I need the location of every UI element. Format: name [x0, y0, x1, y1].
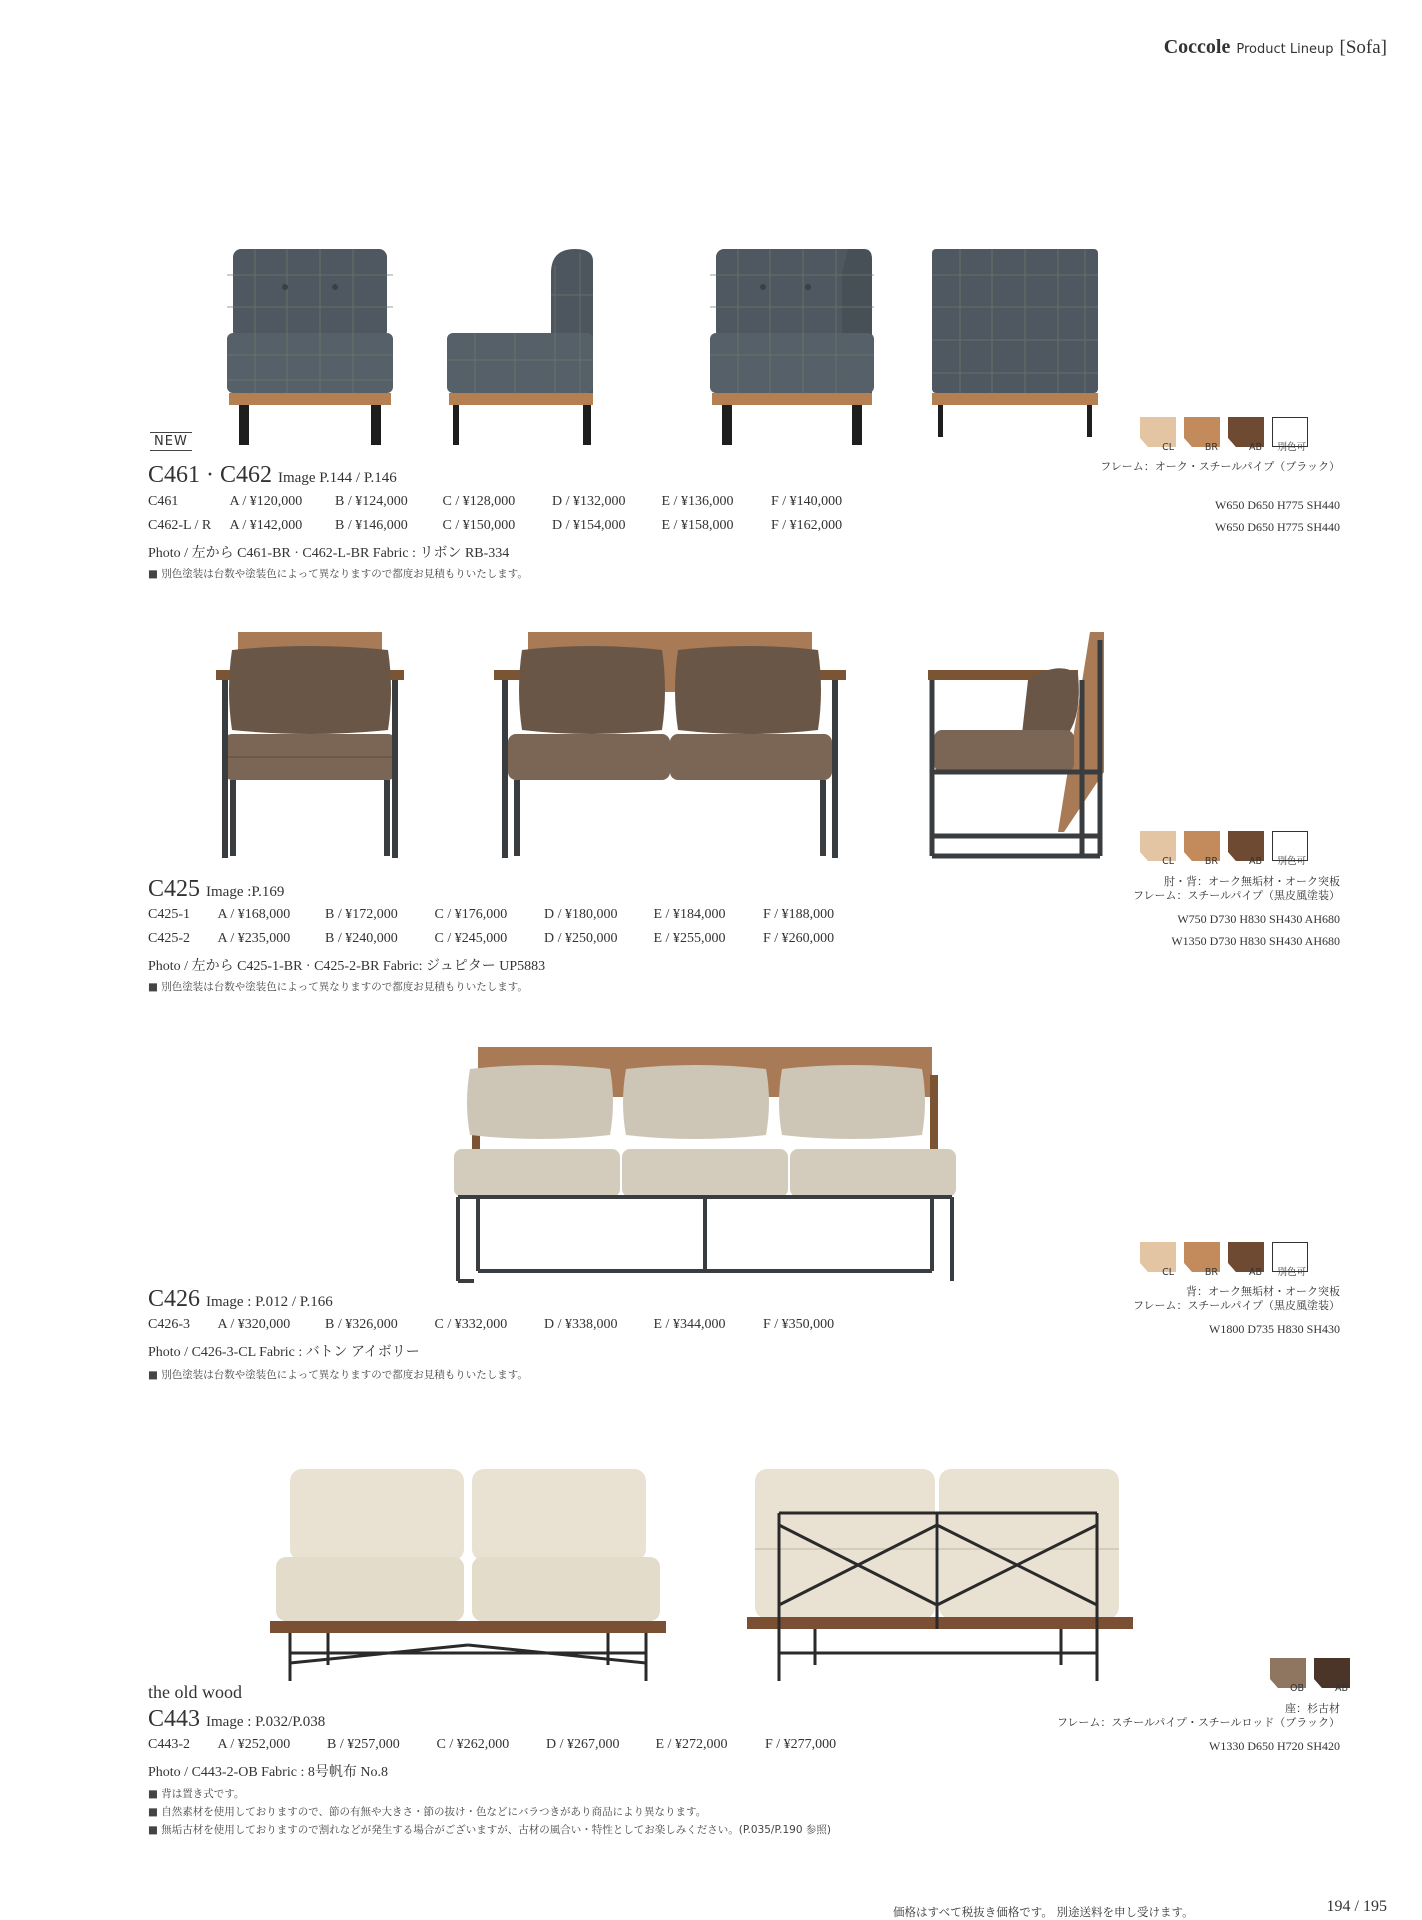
- c462-side-photo: [445, 245, 615, 450]
- spec: [1057, 1702, 1340, 1730]
- brand-name: Coccole: [1163, 36, 1231, 58]
- spec-line: 肘・背：オーク無垢材・オーク突板: [1164, 875, 1340, 888]
- price-f: F / ¥260,000: [763, 931, 835, 946]
- note: ■ 別色塗装は台数や塗装色によって異なりますので都度お見積もりいたします。: [148, 981, 528, 993]
- price-a: A / ¥320,000: [217, 1317, 291, 1332]
- price-model: C426-3: [148, 1317, 190, 1332]
- note: ■ 自然素材を使用しておりますので、節の有無や大きさ・節の抜け・色などにバラつきがあり商品により異なります。: [148, 1806, 707, 1818]
- swatch-br: [1184, 417, 1220, 453]
- price-a: A / ¥235,000: [217, 931, 291, 946]
- swatch-label: CL: [1162, 1267, 1174, 1278]
- product-name: [148, 876, 284, 903]
- spec-line: フレーム：スチールパイプ（黒皮風塗装）: [1132, 889, 1340, 902]
- photo-caption: Photo / C426-3-CL Fabric : バトン アイボリー: [148, 1345, 420, 1360]
- swatch-ab: [1228, 417, 1264, 453]
- swatch-label: OB: [1290, 1683, 1304, 1694]
- image-ref: Image : P.032/P.038: [206, 1714, 326, 1730]
- product-model: C426: [148, 1286, 201, 1312]
- color-swatches: [1140, 831, 1308, 867]
- spec-line: 座：杉古材: [1285, 1702, 1340, 1715]
- price-a: A / ¥120,000: [229, 494, 303, 509]
- c443-2-front-photo: [268, 1465, 668, 1685]
- product-model: C461 · C462: [148, 462, 273, 488]
- image-ref: Image P.144 / P.146: [278, 470, 397, 486]
- price-e: E / ¥344,000: [653, 1317, 726, 1332]
- spec: [1100, 460, 1340, 474]
- footer-note: 価格はすべて税抜き価格です。 別途送料を申し受けます。: [893, 1905, 1194, 1919]
- swatch-br: [1184, 1242, 1220, 1278]
- price-d: D / ¥132,000: [552, 494, 626, 509]
- swatch-label: AB: [1248, 1267, 1262, 1278]
- price-b: B / ¥240,000: [325, 931, 398, 946]
- product-name: [148, 462, 397, 489]
- price-a: A / ¥252,000: [217, 1737, 291, 1752]
- price-line: [148, 931, 834, 947]
- price-b: B / ¥257,000: [327, 1737, 400, 1752]
- dim-line: W1350 D730 H830 SH430 AH680: [1171, 934, 1340, 948]
- swatch-label: BR: [1204, 442, 1218, 453]
- header-subtitle: Product Lineup: [1236, 42, 1334, 57]
- swatch-custom: [1272, 417, 1308, 453]
- spec-line: フレーム：スチールパイプ・スチールロッド（ブラック）: [1056, 1716, 1340, 1729]
- price-line: [148, 494, 842, 510]
- c425-1-photo: [210, 630, 410, 860]
- price-d: D / ¥250,000: [544, 931, 618, 946]
- price-e: E / ¥158,000: [661, 518, 734, 533]
- note: ■ 背は置き式です。: [148, 1788, 245, 1800]
- swatch-br: [1184, 831, 1220, 867]
- c462-back-photo: [930, 245, 1100, 450]
- spec-line: 背：オーク無垢材・オーク突板: [1186, 1285, 1340, 1298]
- price-d: D / ¥180,000: [544, 907, 618, 922]
- price-e: E / ¥136,000: [661, 494, 734, 509]
- price-model: C462-L / R: [148, 518, 212, 533]
- note: ■ 無垢古材を使用しておりますので割れなどが発生する場合がございますが、古材の風合い・特性としてお楽しみください。(P.035/P.190 参照): [148, 1824, 831, 1836]
- dimensions: [1209, 1735, 1340, 1757]
- price-b: B / ¥146,000: [335, 518, 408, 533]
- price-b: B / ¥172,000: [325, 907, 398, 922]
- swatch-label: BR: [1204, 1267, 1218, 1278]
- page-header: [1164, 36, 1387, 59]
- c461-front-photo: [225, 245, 395, 450]
- photo-caption: Photo / 左から C461-BR · C462-L-BR Fabric : リボン RB-334: [148, 546, 510, 561]
- price-a: A / ¥168,000: [217, 907, 291, 922]
- price-line: [148, 518, 842, 534]
- price-b: B / ¥326,000: [325, 1317, 398, 1332]
- price-b: B / ¥124,000: [335, 494, 408, 509]
- price-d: D / ¥267,000: [546, 1737, 620, 1752]
- c426-3-photo: [450, 1045, 960, 1285]
- swatch-label: BR: [1204, 856, 1218, 867]
- product-name: [148, 1286, 333, 1313]
- price-c: C / ¥150,000: [442, 518, 516, 533]
- spec: [1133, 1285, 1340, 1313]
- spec-line: フレーム：オーク・スチールパイプ（ブラック）: [1100, 460, 1340, 473]
- price-line: [148, 1737, 836, 1753]
- price-model: C461: [148, 494, 179, 509]
- price-e: E / ¥184,000: [653, 907, 726, 922]
- swatch-custom: [1272, 831, 1308, 867]
- header-category: [Sofa]: [1339, 37, 1387, 58]
- price-c: C / ¥245,000: [434, 931, 508, 946]
- dimensions: [1171, 908, 1340, 952]
- price-model: C425-1: [148, 907, 190, 922]
- price-model: C443-2: [148, 1737, 190, 1752]
- color-swatches: [1270, 1658, 1350, 1694]
- new-badge: NEW: [150, 432, 192, 451]
- image-ref: Image : P.012 / P.166: [206, 1294, 333, 1310]
- swatch-cl: [1140, 831, 1176, 867]
- dimensions: [1215, 494, 1340, 538]
- price-model: C425-2: [148, 931, 190, 946]
- c462-front-photo: [708, 245, 878, 450]
- dim-line: W1800 D735 H830 SH430: [1209, 1322, 1340, 1336]
- price-f: F / ¥350,000: [763, 1317, 835, 1332]
- price-c: C / ¥332,000: [434, 1317, 508, 1332]
- price-f: F / ¥162,000: [771, 518, 843, 533]
- swatch-cl: [1140, 417, 1176, 453]
- photo-caption: Photo / C443-2-OB Fabric : 8号帆布 No.8: [148, 1765, 388, 1780]
- swatch-ab: [1314, 1658, 1350, 1694]
- c425-side-photo: [920, 630, 1120, 860]
- dimensions: [1209, 1318, 1340, 1340]
- price-f: F / ¥277,000: [765, 1737, 837, 1752]
- product-model: C443: [148, 1706, 201, 1732]
- swatch-label: CL: [1162, 856, 1174, 867]
- spec-line: フレーム：スチールパイプ（黒皮風塗装）: [1132, 1299, 1340, 1312]
- price-line: [148, 1317, 834, 1333]
- image-ref: Image :P.169: [206, 884, 285, 900]
- price-c: C / ¥128,000: [442, 494, 516, 509]
- swatch-cl: [1140, 1242, 1176, 1278]
- product-name: [148, 1706, 325, 1733]
- price-c: C / ¥262,000: [436, 1737, 510, 1752]
- swatch-label: 別色可: [1277, 442, 1306, 453]
- price-f: F / ¥188,000: [763, 907, 835, 922]
- price-e: E / ¥255,000: [653, 931, 726, 946]
- color-swatches: [1140, 1242, 1308, 1278]
- swatch-custom: [1272, 1242, 1308, 1278]
- note: ■ 別色塗装は台数や塗装色によって異なりますので都度お見積もりいたします。: [148, 568, 528, 580]
- swatch-label: 別色可: [1277, 1267, 1306, 1278]
- product-model: C425: [148, 876, 201, 902]
- price-d: D / ¥338,000: [544, 1317, 618, 1332]
- dim-line: W750 D730 H830 SH430 AH680: [1177, 912, 1340, 926]
- price-d: D / ¥154,000: [552, 518, 626, 533]
- swatch-ab: [1228, 1242, 1264, 1278]
- dim-line: W650 D650 H775 SH440: [1215, 498, 1340, 512]
- price-e: E / ¥272,000: [655, 1737, 728, 1752]
- color-swatches: [1140, 417, 1308, 453]
- dim-line: W650 D650 H775 SH440: [1215, 520, 1340, 534]
- swatch-label: AB: [1248, 442, 1262, 453]
- photo-caption: Photo / 左から C425-1-BR · C425-2-BR Fabric: ジュピター UP5883: [148, 959, 546, 974]
- price-c: C / ¥176,000: [434, 907, 508, 922]
- price-a: A / ¥142,000: [229, 518, 303, 533]
- swatch-label: AB: [1248, 856, 1262, 867]
- c443-2-back-photo: [745, 1465, 1135, 1685]
- spec: [1133, 875, 1340, 903]
- series-name: the old wood: [148, 1682, 242, 1702]
- swatch-ab: [1228, 831, 1264, 867]
- price-line: [148, 907, 834, 923]
- page-number: 194 / 195: [1326, 1898, 1387, 1915]
- c425-2-photo: [490, 630, 850, 860]
- note: ■ 別色塗装は台数や塗装色によって異なりますので都度お見積もりいたします。: [148, 1369, 528, 1381]
- swatch-ob: [1270, 1658, 1306, 1694]
- swatch-label: AB: [1334, 1683, 1348, 1694]
- price-f: F / ¥140,000: [771, 494, 843, 509]
- swatch-label: CL: [1162, 442, 1174, 453]
- swatch-label: 別色可: [1277, 856, 1306, 867]
- dim-line: W1330 D650 H720 SH420: [1209, 1739, 1340, 1753]
